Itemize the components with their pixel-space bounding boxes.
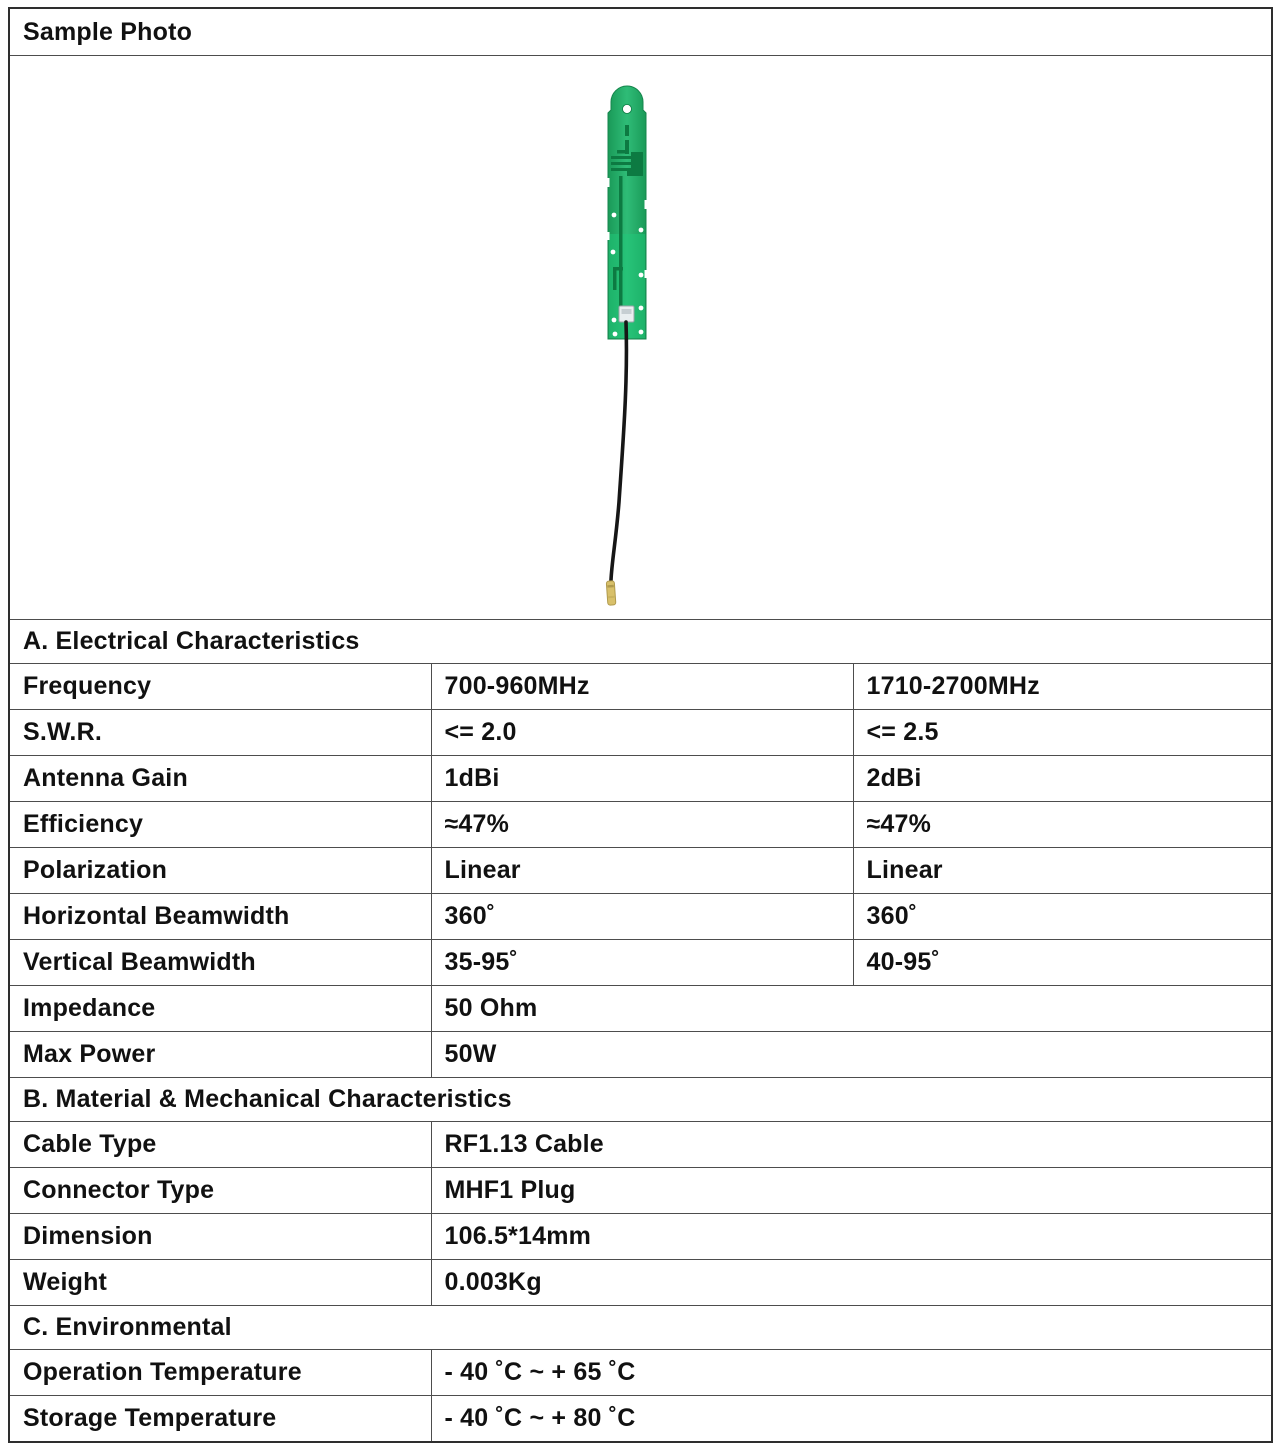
- photo-row: [9, 56, 1272, 620]
- spec-value: 1dBi: [431, 756, 853, 802]
- spec-label: Dimension: [9, 1214, 431, 1260]
- pcb-notch: [645, 270, 648, 278]
- spec-label: Storage Temperature: [9, 1396, 431, 1443]
- spec-row: [9, 986, 1272, 1032]
- section-header-row: [9, 1306, 1272, 1350]
- spec-label: Weight: [9, 1260, 431, 1306]
- spec-label: Connector Type: [9, 1168, 431, 1214]
- spec-value: MHF1 Plug: [431, 1168, 1272, 1214]
- spec-row: [9, 1214, 1272, 1260]
- spec-value: 0.003Kg: [431, 1260, 1272, 1306]
- spec-row: [9, 802, 1272, 848]
- spec-row: [9, 1260, 1272, 1306]
- section-header-a: A. Electrical Characteristics: [9, 620, 1272, 664]
- spec-row: [9, 940, 1272, 986]
- spec-row: [9, 1168, 1272, 1214]
- spec-value: 360˚: [853, 894, 1272, 940]
- cable-connector-tip: [606, 581, 616, 605]
- pcb-notch: [607, 178, 610, 187]
- section-header-c: C. Environmental: [9, 1306, 1272, 1350]
- spec-label: Frequency: [9, 664, 431, 710]
- spec-table-body: [9, 8, 1272, 1442]
- spec-label: S.W.R.: [9, 710, 431, 756]
- spec-value: ≈47%: [431, 802, 853, 848]
- spec-row: [9, 1122, 1272, 1168]
- spec-value: RF1.13 Cable: [431, 1122, 1272, 1168]
- section-header-b: B. Material & Mechanical Characteristics: [9, 1078, 1272, 1122]
- spec-value: - 40 ˚C ~ + 80 ˚C: [431, 1396, 1272, 1443]
- sample-photo: [23, 56, 1271, 619]
- pcb-notch: [645, 200, 648, 209]
- spec-row: [9, 894, 1272, 940]
- spec-row: [9, 1396, 1272, 1443]
- spec-value: 1710-2700MHz: [853, 664, 1272, 710]
- antenna-cable: [611, 322, 626, 580]
- pcb-notch: [607, 232, 610, 240]
- antenna-photo-drawing: [557, 82, 697, 618]
- spec-row: [9, 848, 1272, 894]
- title-row: [9, 8, 1272, 56]
- spec-value: 50 Ohm: [431, 986, 1272, 1032]
- spec-value: 700-960MHz: [431, 664, 853, 710]
- spec-value: ≈47%: [853, 802, 1272, 848]
- page-title: Sample Photo: [9, 8, 1272, 56]
- spec-value: - 40 ˚C ~ + 65 ˚C: [431, 1350, 1272, 1396]
- spec-label: Vertical Beamwidth: [9, 940, 431, 986]
- spec-label: Operation Temperature: [9, 1350, 431, 1396]
- sample-photo-cell: [9, 56, 1272, 620]
- spec-value: 106.5*14mm: [431, 1214, 1272, 1260]
- spec-value: 360˚: [431, 894, 853, 940]
- spec-table: [8, 7, 1273, 1443]
- spec-value: Linear: [853, 848, 1272, 894]
- spec-row: [9, 756, 1272, 802]
- spec-row: [9, 1032, 1272, 1078]
- spec-value: 50W: [431, 1032, 1272, 1078]
- spec-value: 35-95˚: [431, 940, 853, 986]
- spec-label: Cable Type: [9, 1122, 431, 1168]
- spec-value: Linear: [431, 848, 853, 894]
- spec-row: [9, 1350, 1272, 1396]
- spec-row: [9, 664, 1272, 710]
- pcb-feed-connector: [619, 306, 634, 322]
- spec-label: Polarization: [9, 848, 431, 894]
- spec-value: <= 2.5: [853, 710, 1272, 756]
- spec-label: Max Power: [9, 1032, 431, 1078]
- spec-label: Horizontal Beamwidth: [9, 894, 431, 940]
- spec-label: Efficiency: [9, 802, 431, 848]
- spec-row: [9, 710, 1272, 756]
- spec-sheet: [8, 7, 1273, 1443]
- section-header-row: [9, 1078, 1272, 1122]
- spec-value: 2dBi: [853, 756, 1272, 802]
- spec-value: 40-95˚: [853, 940, 1272, 986]
- spec-label: Antenna Gain: [9, 756, 431, 802]
- spec-label: Impedance: [9, 986, 431, 1032]
- section-header-row: [9, 620, 1272, 664]
- spec-value: <= 2.0: [431, 710, 853, 756]
